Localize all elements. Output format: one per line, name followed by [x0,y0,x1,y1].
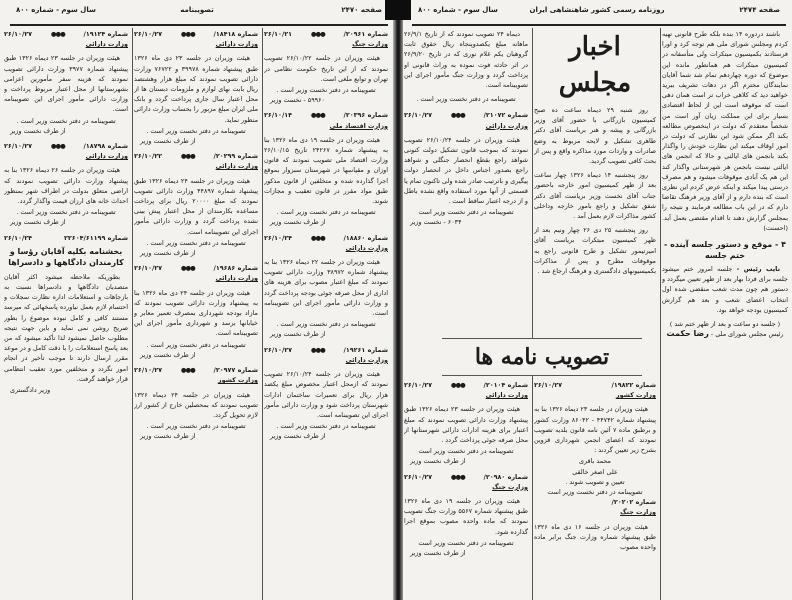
ministry: وزارت دارائی [215,40,258,49]
column-divider [262,28,263,600]
decree-block [404,380,528,467]
decree-meta [134,365,258,375]
decree-date: ۲۶/۱۰/۲۷ [534,381,563,389]
ministry: وزارت دارائی [215,274,258,283]
column-divider [660,28,661,600]
news-paragraph: روز پنجشنبه ۱۴ دیماه ۱۳۲۶ چهار ساعت بعد از ظهر کمیسیون امور خارجه باحضور جناب آقای نخست وزیر بریاست آقای دکتر شفق تشکیل و راجع بامور خارجه وداخلی کشور مذاکرات لازم بعمل آمد . [534,171,656,221]
decree-date: ۲۶/۱۰/۲۷ [134,366,163,375]
decree-number: شماره ۲۰۹۶۱/ [343,30,388,38]
decree-number: شماره ۱۹۸۲۲/ [611,381,656,389]
decree-date: ۲۶/۱۰/۲۷ [134,264,163,273]
decree-number: شماره ۲۰۱۰۴/ [483,381,528,389]
decree-signature: از طرف نخست وزیر [140,350,196,359]
decree-number: شماره ۱۹۱۲۴/ [83,30,128,38]
ministry: وزارت دارائی [485,391,528,400]
decree-footer: تصویبنامه در دفتر نخست وزیر است . [146,238,246,247]
decree-signature: از طرف نخست وزیر [10,126,66,135]
decree-footer: تصویبنامه در دفتر نخست وزیر است . [16,116,116,125]
header-rule [412,24,786,26]
decree-body: هیئت وزیران در جلسه ۱۹ دی ماه ۱۳۲۶ بنا به پیشنهاد شماره ۲۴۲۶۷ تاریخ ۲۶/۱۰/۱۵ وزارت اقتصاد ملی تصویب نمودند که قانون اوزان و مقیاسها در شهرستان سبزوار بموقع اجرا گذارده شده و متخلفین از قانون مذکور طبق مواد مقرر در قانون تعقیب و مجازات شوند. [264,135,388,206]
decree-block [134,263,258,360]
left-page [0,0,394,600]
decree-meta [404,380,528,390]
decree-block [264,29,388,105]
decree-block [4,29,128,136]
ministry: وزارت دارائی [485,121,528,130]
decree-meta [534,380,656,390]
column-right [264,29,388,598]
closing-note: ( جلسه دو ساعت و بعد از ظهر ختم شد ) [669,320,781,329]
member: محمد باقری [579,457,611,466]
column-right [662,29,788,598]
separator-dots-icon: ●●● [180,152,195,161]
decree-number: شماره ۱۹۶۸۶/ [213,264,258,273]
header-rule [10,24,388,26]
decree-text: دیماه ۲۴ تصویب نمودند که از تاریخ ۲۶/۹/۱ ماهانه مبلغ یکصدوپنجاه ریال حقوق ثابت گروهبان یکم غلام نوری که در تاریخ ۲۶/۹/۲۰ در اثر حادثه فوت نموده به وراث قانونی او پرداخت گردد و وزارت جنگ مأمور اجرای این تصویبنامه است. [404,30,528,90]
ministry: وزارت اقتصاد ملی [329,121,388,130]
news-paragraph: روز شنبه ۲۹ دیماه ساعت ده صبح کمیسیون بازرگانی با حضور آقای وزیر بازرگانی و پیشه و هنر بریاست آقای دکتر طاهری تشکیل و لایحه مربوط به وضع صادرات و واردات مورد مذاکره واقع و پس از بحث کافی تصویب گردید. [534,106,656,166]
decree-footer: تصویبنامه در دفتر نخست وزیر است . [146,422,246,431]
separator-dots-icon: ●●● [310,345,325,354]
decree-signature: از طرف نخست وزیر [410,457,466,466]
ministry: وزارت دارائی [85,40,128,49]
decree-body: هیئت وزیران در جلسه ۲۶/۱۰/۲۴ تصویب نمودند که بموجب قانون تشکیل دولت کنونی شواهد راجع بقطع انحصار جنگلی و شواهد راجع بصدور اجناس داخل در انحصار دولت پیگیری و باترتیب صادر شده ولی تاکنون تمام یا قسمتی از آنها مورد استفاده واقع نشده باطل و از درجه اعتبار ساقط است . [404,135,528,206]
decree-signature: از طرف نخست وزیر [270,330,326,339]
decree-block [264,233,388,340]
decree-date: ۲۶/۱۰/۲۷ [404,381,433,389]
ministry: وزارت جنگ [492,482,528,491]
decree-number: شماره ۲۰۹۸۰/ [483,472,528,481]
separator-dots-icon: ●●● [50,30,65,38]
issue-number: سال سوم - شماره ۸۰۰ [418,6,498,14]
column-left-upper [404,29,528,334]
speaker-label: نایب رئیس - [736,265,780,274]
decree-footer: تصویبنامه در دفتر نخست وزیر است . [146,340,246,349]
decree-signature: ۶۰۳۴ - نخست وزیر [410,218,462,227]
column-middle-lower [534,380,656,598]
decree-date: ۲۶/۱۰/۲۷ [134,30,163,38]
right-page-header [406,6,788,20]
decree-block [404,110,528,227]
decree-number: شماره ۲۰۲۹۹/ [213,152,258,161]
ministry: وزارت دارائی [215,162,258,171]
section-title: تصویبنامه [180,6,214,14]
decree-number: شماره ۲۰۹۷۷/ [213,366,258,375]
decree-body: هیئت وزیران در جلسه ۲۲ دیماه ۱۳۲۶ بنا به پیشنهاد شماره ۳۸۹۷۲ وزارت دارائی تصویب نمودند که مبلغ اعتبار مصوب برای هزینه های اداری از محل صرفه جوئی بودجه پرداخت گردد و وزارت دارائی مأمور اجرای این تصویبنامه است. [264,258,388,318]
ministry: وزارت دارائی [345,243,388,252]
newspaper-title: روزنامه رسمی کشور شاهنشاهی ایران [529,6,665,14]
decree-block [134,29,258,146]
signature-label: رئیس مجلس شورای ملی - [710,330,784,339]
decree-signature: از طرف نخست وزیر [10,218,66,227]
decree-block [134,365,258,441]
column-middle-upper [534,29,656,334]
member: علی اصغر خالقی [572,467,618,476]
decree-meta [4,29,128,39]
circular-title: بخشنامه بکلیه آقایان رؤسا و کارمندان دادگاهها و دادسراها [8,246,124,267]
decree-meta [134,29,258,39]
decree-date: ۲۶/۱۰/۲۷ [4,142,33,151]
decree-meta [4,141,128,151]
decree-meta [134,263,258,273]
decree-block [4,141,128,228]
decree-signature: ۵۹۹۶۰ - نخست وزیر [270,96,325,105]
decree-date: ۲۶/۱۰/۲۷ [404,111,433,120]
ministry: وزارت کشور [217,376,258,385]
column-left [4,29,128,598]
decree-meta [264,110,388,120]
decree-block [404,472,528,559]
closing-text: جلسه امروز ختم میشود جلسه برای فردا بهار بعد از ظهر تعیین میگردد و دستور هم چون مدت شعب منقضی شده اول انتخاب اعضای شعب و بعد هم گزارش کمیسیون بودجه خواهد بود. [662,265,788,314]
decree-body: هیئت وزیران در جلسه ۲۴ دیماه ۱۳۲۶ طبق پیشنهاد شماره ۴۴۸۹۷ وزارت دارائی تصویب نمودند که مبلغ ۲۰۰۰۰ ریال برای پرداخت مساعده بکارمندان از محل اعتبار پیش بینی نشده پرداخت گردد و وزارت دارائی مأمور اجرای این تصویبنامه است. [134,176,258,236]
section-heading: ۴ - موقع و دستور جلسه آینده - ختم جلسه [664,240,786,261]
decree-meta [264,345,388,355]
right-page [402,0,792,600]
decree-body: هیئت وزیران در جلسه ۲۳ دی ماه ۱۳۲۶ طبق پیشنهاد شماره ۳۹۹۷۸ و ۷۶۷۲۲ وزارت دارائی تصویب نمودند که مبلغ هزار وهشتصد ریال بابت بهای لوازم و ملزومات دبستان ها از محل اعتبار سال جاری پرداخت گردد و بانک ملی ایران مبلغ مزبور را بحساب وزارت دارائی منظور نماید. [134,54,258,124]
circular-meta [4,233,128,243]
decree-body: هیئت وزیران در جلسه ۲۳ دیماه ۱۳۲۶ بنا به پیشنهاد شماره ۴۴۷۴۲ - ۸۶۰۴۲ وزارت کشور و برطبق ماده ۷ آئین نامه قانون بلدیه تصویب نمودند که اعضای انجمن شهرداری قزوین بشرح زیر تعیین گردند : [534,405,656,455]
decree-meta [404,110,528,120]
decree-block [4,233,128,396]
decree-footer: تصویبنامه در دفتر نخست وزیر است [418,208,514,217]
decree-number: شماره ۱۸۷۹۸/ [83,142,128,151]
separator-dots-icon: ●●● [310,233,325,242]
column-divider [532,28,533,600]
decree-block [134,151,258,258]
decree-body: هیئت وزیران در جلسه ۲۶/۱۰/۲۴ تصویب نمودند که ازمحل اعتبار مخصوص مبلغ یکصد هزار ریال برای تعمیرات ساختمان ادارات شهرستان پرداخت شود و وزارت دارائی مأمور اجرای این تصویبنامه است. [264,370,388,419]
circular-date: ۲۶/۱۰/۲۴ [4,233,33,242]
separator-dots-icon: ●●● [450,111,465,120]
circular-body: بطوریکه ملاحظه میشود اکثر آقایان متصدیان دادگاهها و دادسراها نسبت به بازجاهات و استعلامات اداره نظارت سجلات و احتسام لازم بعمل نیاورده پاسخهائی که میرسد مستند کافی و کامل نبوده موضوع را بطور صریح روشن نمی نماید و باین جهت نتیجه مطلوب حاصل نمیشود لذا تأکید میشود که من بعد پاسخ استعلامات را با دقت کامل و در موعد مقرر ارسال دارند تا موجب تأخیر در انجام امور نگردد و متخلفین مورد تعقیب انتظامی قرار خواهند گرفت. [4,272,128,383]
speech-text: باشند دردوره ۱۴ بنده بلکه طرح قانونی تهیه کردم ومجلس شورای ملی هم توجه کرد و اورا فرستادند بکمیسیون مبتکرات ولی متأسفانه در کمیسیون مبتکرات هم همانطور مانده این موضوع که دوره چهاردهم تمام شد شما آقایان نمایندگان محترم اگر در دهات تشریف ببرید خواهید دید که کلاهی خراب تر است همان دهی است که موقوفه است این از لحاظ اقتصادی بسیار برای این مملکت زیان آور است من شخصاً معتقدم که دولت در اینخصوص مطالعه بکند اگر ممکن شود این نظارتی که دولت در امور اوقاف میکند این نظارت خودش را واگذار بکند بانجمن های ایالتی و حالا که انجمن های ایالتی نیست بانجمن هر شهرستانی واگذار کند این هم یک آبادی موقوفات میشود و هم مصرف درستی پیدا میکند و اینکه عرض کردم این نظری است که بنده دارم و از آقای وزیر فرهنگ تقاضا دارم که در این باب مطالعه فرمایند و نتیجه را بمجلس گزارش دهند تا اقدام مقتضی بعمل آید. (احسنت) [662,30,788,232]
separator-dots-icon: ●●● [180,30,195,38]
separator-dots-icon: ●●● [310,30,325,38]
ministry: وزارت دارائی [345,355,388,364]
decree-signature: از طرف نخست وزیر [140,249,196,258]
separator-dots-icon: ●●● [310,111,325,120]
decree-signature: از طرف نخست وزیر [270,218,326,227]
decree-body: هیئت وزیران در جلسه ۱۶ دی ماه ۱۳۲۶ طبق پیشنهاد شماره وزارت جنگ برابر ماده واحده مصوب [534,522,656,552]
separator-dots-icon: ●●● [450,381,465,389]
decree-body: هیئت وزیران در جلسه ۲۴ دیماه ۱۳۲۶ تصویب نمودند که بمحصلین خارج از کشور ارز لازم تحویل گردد. [134,390,258,419]
decree-date: ۲۶/۱۰/۱۴ [264,111,293,120]
decree-number: شماره ۱۹۲۶۱/ [343,345,388,354]
issue-number: سال سوم - شماره ۸۰۰ [16,6,96,14]
decree-date: ۲۶/۱۰/۲۷ [404,472,433,481]
page-number: صفحه ۲۴۷۰ [341,6,382,14]
ministry: وزارت کشور [615,391,656,400]
decree-number: شماره ۲۱۰۷۲/ [483,111,528,120]
column-left-lower [404,380,528,598]
separator-dots-icon: ●●● [180,264,195,273]
signature: رضا حکمت [666,329,709,339]
decree-footer: تصویبنامه در دفتر نخست وزیر است . [276,422,376,431]
decree-body: هیئت وزیران در جلسه ۲۳ دیماه ۱۳۲۶ طبق پیشنهاد شماره ۳۹۷۷ وزارت دارائی تصویب نمودند که هزینه سفر مأمورین اعزامی بشهرستانها از محل اعتبار مربوط پرداخت و وزارت دارائی مأمور اجرای این تصویبنامه است. [4,54,128,114]
decree-footer: تصویبنامه در دفتر نخست وزیر است . [146,126,246,135]
circular-signature: وزیر دادگستری [10,386,51,395]
column-divider [132,28,133,600]
decree-date: ۲۶/۱۰/۲۲ [134,152,163,161]
decree-block [264,345,388,442]
decree-body: هیئت وزیران در جلسه ۲۴ دی ماه ۱۳۲۶ بنا به پیشنهاد وزارت دارائی تصویب نمودند که مازاد بودجه شهرداری بمصرف تعمیر معابر و خیابانها برسد و شهرداری مأمور اجرای این تصویبنامه است. [134,288,258,338]
separator-dots-icon: ●●● [450,472,465,481]
decree-footer: تصویبنامه در دفتر نخست وزیر است . [16,208,116,217]
masthead-akhbar-majlis: اخبار مجلس [558,32,632,98]
members-note: تعیین و تصویب شوند . [565,477,625,486]
separator-dots-icon: ●●● [50,142,65,151]
decree-signature: از طرف نخست وزیر [140,137,196,146]
decree-body: هیئت وزیران در جلسه ۲۶ دیماه ۱۳۲۶ بنا به پیشنهاد وزارت دارائی تصویب نمودند که اراضی متعلق بدولت در اطراف شهر بمنظور احداث خانه های ارزان قیمت واگذار گردد. [4,166,128,206]
decree-date: ۲۶/۱۰/۲۱ [264,30,293,38]
decree-meta [404,472,528,482]
ministry: وزارت جنگ [620,508,656,517]
news-paragraph: روز پنجشنبه ۲۵ دی ۲۶ چهار ونیم بعد از ظهر کمیسیون مبتکرات بریاست آقای امیرتیمور تشکیل و طرح قانونی راجع به موقوفات مطرح و پس از مذاکرات بکمیسیونهای دادگستری و فرهنگ ارجاع شد . [534,226,656,276]
decree-meta [134,151,258,161]
decree-meta [264,29,388,39]
ministry: وزارت دارائی [85,152,128,161]
ministry: وزارت جنگ [352,40,388,49]
decree-footer: تصویبنامه در دفتر نخست وزیر است . [276,86,376,95]
decree-date: ۲۶/۱۰/۲۷ [4,30,33,38]
page-number: صفحه ۲۴۷۴ [739,6,780,14]
decree-footer: تصویبنامه در دفتر نخست وزیر است . [276,320,376,329]
column-middle [134,29,258,598]
decree-number: شماره ۲۰۲۰۲/ [611,498,656,507]
decree-date: ۲۶/۱۰/۲۷ [264,345,293,354]
decree-meta [264,233,388,243]
left-page-header [4,6,390,20]
decree-footer: تصویبنامه در دفتر نخست وزیر است . [276,208,376,217]
decree-footer: تصویبنامه در دفتر نخست وزیر است . [416,95,516,104]
decree-number: شماره ۱۸۸۶۰/ [343,233,388,242]
decree-signature: از طرف نخست وزیر [270,432,326,441]
decree-body: هیئت وزیران در جلسه ۱۹ دی ماه ۱۳۲۶ طبق پیشنهاد شماره ۵۵۶۷ وزارت جنگ تصویب نمودند که ماده واحده مصوب بموقع اجرا گذارده شود. [404,497,528,536]
decree-signature: از طرف نخست وزیر [410,549,466,558]
decree-number: شماره ۱۸۴۱۸/ [213,30,258,38]
decree-footer: تصویبنامه در دفتر نخست وزیر است [547,488,643,497]
decree-signature: از طرف نخست وزیر [140,432,196,441]
separator-dots-icon: ●●● [180,366,195,375]
decree-number: شماره ۲۰۳۹۶/ [343,111,388,120]
decrees-section-title: تصویب نامه ها [442,338,642,376]
decree-footer: تصویبنامه در دفتر نخست وزیر است [418,447,514,456]
decree-body: هیئت وزیران در جلسه ۲۳ دیماه ۱۳۲۶ طبق پیشنهاد وزارت دارائی تصویب نمودند که مبلغ اعتبار برای هزینه ادارات دارائی شهرستانها از محل صرفه جوئی پرداخت گردد . [404,405,528,445]
circular-number: شماره ۲۲۶۰۴/۶۱۱۹۹ [64,233,128,242]
decree-footer: تصویبنامه در دفتر نخست وزیر است [418,538,514,547]
decree-body: هیئت وزیران در جلسه ۲۶/۱۰/۲۲ تصویب نمودند که از این تاریخ حکومت نظامی در تهران و توابع ملغی است. [264,54,388,83]
decree-block [264,110,388,227]
decree-date: ۲۶/۱۰/۲۴ [264,233,293,242]
